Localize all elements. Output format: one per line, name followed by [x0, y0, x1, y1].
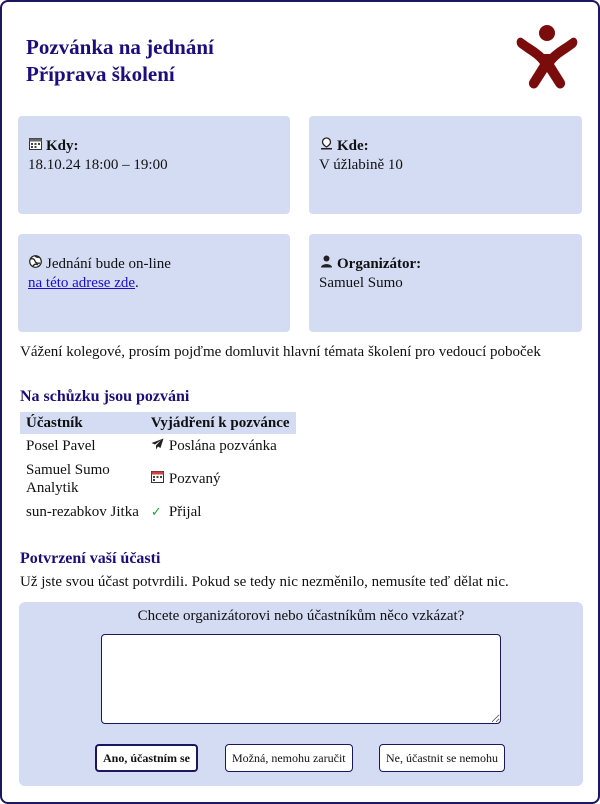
col-response: Vyjádření k pozvánce	[145, 412, 296, 434]
title-line-2: Příprava školení	[26, 62, 175, 86]
confirmation-heading: Potvrzení vaší účasti	[20, 550, 161, 567]
confirmation-text: Už jste svou účast potvrdili. Pokud se tedy nic nezměnilo, nemusíte teď dělat nic.	[20, 574, 509, 590]
when-label: Kdy:	[46, 138, 79, 154]
invited-heading: Na schůzku jsou pozváni	[20, 388, 190, 405]
check-icon: ✓	[150, 504, 162, 519]
participant-role: Analytik	[26, 480, 79, 496]
where-label: Kde:	[337, 138, 369, 154]
reply-question: Chcete organizátorovi nebo účastníkům něco vzkázat?	[137, 608, 465, 624]
participant-status	[145, 434, 296, 458]
organizer-card	[309, 234, 582, 332]
where-value: V úžlabině 10	[319, 157, 403, 173]
status-text: Poslána pozvánka	[168, 438, 277, 454]
table-row	[20, 434, 296, 458]
online-text: Jednání bude on-line	[46, 256, 171, 272]
globe-icon	[28, 254, 42, 273]
accept-button[interactable]: Ano, účastním se	[95, 744, 198, 772]
status-text: Přijal	[168, 504, 202, 520]
logo-icon	[516, 24, 578, 90]
table-header-row	[20, 412, 296, 434]
table-row	[20, 458, 296, 500]
col-participant: Účastník	[20, 412, 145, 434]
meeting-link[interactable]: na této adrese zde	[28, 275, 136, 291]
status-text: Pozvaný	[168, 471, 221, 487]
organizer-label: Organizátor:	[337, 256, 422, 272]
map-pin-icon	[319, 136, 333, 155]
where-card	[309, 116, 582, 214]
reply-panel	[19, 602, 583, 786]
participants-table	[20, 412, 296, 524]
table-row	[20, 500, 296, 524]
decline-button[interactable]: Ne, účastnit se nemohu	[379, 744, 505, 772]
intro-text: Vážení kolegové, prosím pojďme domluvit hlavní témata školení pro vedoucí poboček	[20, 344, 541, 360]
organizer-value: Samuel Sumo	[319, 275, 403, 291]
link-suffix: .	[135, 275, 139, 291]
participant-name: sun-rezabkov Jitka	[26, 504, 139, 520]
when-value: 18.10.24 18:00 – 19:00	[28, 157, 168, 173]
title-line-1: Pozvánka na jednání	[26, 35, 214, 59]
paper-plane-icon	[151, 437, 165, 455]
participant-status	[145, 458, 296, 500]
message-textarea[interactable]	[101, 634, 501, 724]
participant-name: Posel Pavel	[26, 438, 96, 454]
calendar-icon	[151, 470, 165, 488]
when-card	[18, 116, 290, 214]
participant-name	[20, 458, 145, 500]
participant-status	[145, 500, 296, 524]
online-card	[18, 234, 290, 332]
maybe-button[interactable]: Možná, nemohu zaručit	[225, 744, 353, 772]
participant-name-line1: Samuel Sumo	[26, 462, 110, 478]
person-icon	[319, 254, 333, 273]
page-title	[26, 34, 214, 88]
calendar-icon	[28, 136, 42, 155]
